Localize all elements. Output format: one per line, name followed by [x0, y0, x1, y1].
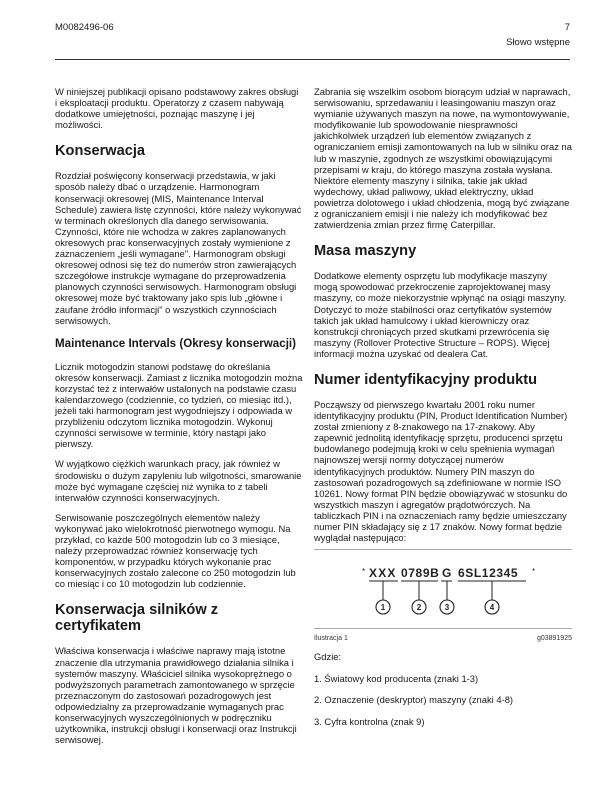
section-title: Słowo wstępne [506, 37, 570, 48]
page-number: 7 [564, 22, 570, 33]
emissions-paragraph: Zabrania się wszelkim osobom biorącym udział w naprawach, serwisowaniu, sprzedawaniu i leasingowaniu maszyn oraz wymianie używanych maszyn na nowe, na wymontowywanie, modyfikowanie lub spowodowanie niesprawności jakichkolwiek urządzeń lub elementów związanych z ograniczaniem emisji zamontowanych na lub w silniku oraz na lub w maszynie, zgodnych ze wszystkimi obowiązującymi przepisami w kraju, do którego maszyna została wysłana. Niektóre elementy maszyny i silnika, takie jak układ wydechowy, układ paliwowy, układ elektryczny, układ powietrza dolotowego i układ chłodzenia, mogą być związane z ograniczaniem emisji i nie należy ich modyfikować bez zatwierdzenia zmian przez firmę Caterpillar. [314, 86, 572, 231]
heading-maintenance-intervals: Maintenance Intervals (Okresy konserwacji) [55, 336, 296, 350]
heading-konserwacja: Konserwacja [55, 143, 146, 160]
list-item: 3. Cyfra kontrolna (znak 9) [314, 716, 425, 728]
callout-4 [485, 600, 499, 614]
pin-segment-descriptor: 0789B [401, 566, 440, 581]
left-column [55, 86, 303, 754]
pin-segment-wmi: XXX [369, 566, 397, 581]
pin-asterisk-left: * [362, 567, 366, 577]
svg-text:4: 4 [489, 603, 495, 613]
pin-diagram [314, 550, 572, 628]
figure-graphic-id: g03891925 [536, 635, 572, 643]
svg-text:3: 3 [444, 603, 450, 613]
pin-format-figure [314, 550, 572, 628]
konserwacja-paragraph: Rozdział poświęcony konserwacji przedstawia, w jaki sposób należy dbać o urządzenie. Harmonogram konserwacji okresowej (MIS, Maintenance Interval Schedule) zawiera listę czynności, które należy wykonywać w terminach określonych dla danego serwisowania. Czynności, które nie wchodza w zakres zaplanowanych okresowych prac konserwacyjnych zostały wymienione z zaznaczeniem „jeśli wymagane". Harmonogram obsługi okresowej odnosi się też do numerów stron zawierających szczegółowe instrukcje wymagane do przeprowadzenia planowych czynności serwisowych. Harmonogram obsługi okresowej może być traktowany jako spis lub „główne i zaufane źródło informacji" o wszystkich czynnościach serwisowych. [55, 170, 302, 326]
callout-1 [376, 600, 390, 614]
intro-paragraph: W niniejszej publikacji opisano podstawowy zakres obsługi i eksploatacji produktu. Operatorzy z czasem nabywają dodatkowe umiejętności, poznając maszynę i jej możliwości. [55, 86, 299, 131]
list-item: 1. Światowy kod producenta (znaki 1-3) [314, 672, 479, 684]
svg-text:2: 2 [416, 603, 422, 613]
heading-pin: Numer identyfikacyjny produktu [314, 371, 538, 388]
where-label: Gdzie: [314, 651, 342, 663]
machine-weight-paragraph: Dodatkowe elementy osprzętu lub modyfikacje maszyny mogą spowodować przekroczenie zaprojektowanej masy maszyny, co może niekorzystnie wpłynąć na osiągi maszyny. Dotyczyć to może stabilności oraz certyfikatów systemów takich jak układ hamulcowy i układ kierowniczy oraz konstrukcji chroniących przed skutkami przewrócenia się maszyny (Rollover Protective Structure – ROPS). Więcej informacji można uzyskać od dealera Cat. [314, 270, 567, 359]
pin-segment-serial: 6SL12345 [458, 566, 519, 581]
maintenance-intervals-paragraph: W wyjątkowo ciężkich warunkach pracy, jak również w środowisku o dużym zapyleniu lub wilgotności, smarowanie może być wymagane częściej niż wynika to z tabeli interwałów czynności konserwacyjnych. [55, 458, 302, 503]
heading-certified-engines: Konserwacja silników z certyfikatem [55, 602, 219, 635]
figure-label: Ilustracja 1 [314, 635, 348, 643]
maintenance-intervals-paragraph: Licznik motogodzin stanowi podstawę do określania okresów konserwacji. Zamiast z licznika motogodzin można korzystać też z interwałów ustalonych na podstawie czasu kalendarzowego (codziennie, co tydzień, co miesiąc itd.), jeżeli taki harmonogram jest wygodniejszy i odpowiada w przybliżeniu odczytom licznika motogodzin. Wykonuj czynności serwisowe w terminie, który nastąpi jako pierwszy. [55, 360, 303, 450]
document-id: M0082496-06 [55, 22, 114, 33]
pin-legend [314, 651, 572, 727]
pin-segment-check-digit: G [442, 566, 452, 581]
pin-asterisk-right: * [532, 567, 536, 577]
svg-text:1: 1 [380, 603, 386, 613]
figure-bottom-rule [314, 628, 572, 629]
maintenance-intervals-paragraph: Serwisowanie poszczególnych elementów należy wykonywać jako wielokrotność pierwotnego wymogu. Na przykład, co każde 500 motogodzin lub co 3 miesiące, należy przeprowadzać również konserwację tych komponentów, w przypadku których wykonanie prac konserwacyjnych zostało zalecone co 250 motogodzin lub co miesiąc i co 10 motogodzin lub codziennie. [55, 511, 296, 590]
figure-caption [314, 633, 572, 644]
header-divider [55, 59, 570, 60]
heading-machine-weight: Masa maszyny [314, 243, 417, 260]
callout-2 [412, 600, 426, 614]
list-item: 2. Oznaczenie (deskryptor) maszyny (znaki 4-8) [314, 694, 514, 706]
callout-3 [440, 600, 454, 614]
pin-paragraph: Począwszy od pierwszego kwartału 2001 roku numer identyfikacyjny produktu (PIN, Product Identification Number) został zmieniony z 8-znakowego na 17-znakowy. Aby zapewnić jednolitą identyfikację sprzętu, producenci sprzętu budowlanego podejmują kroki w celu spełnienia wymagań najnowszej wersji normy dotyczącej numerów identyfikacyjnych produktów. Numery PIN maszyn do zastosowań pozadrogowych są zdefiniowane w normie ISO 10261. Nowy format PIN będzie obowiązywać w stosunku do wszystkich maszyn i agregatów prądotwórczych. Na tabliczkach PIN i na oznaczeniach ramy będzie umieszczany numer PIN składający się z 17 znaków. Nowy format będzie wyglądał następująco: [314, 398, 568, 544]
right-column [314, 86, 572, 738]
certified-engines-paragraph: Właściwa konserwacja i właściwe naprawy mają istotne znaczenie dla utrzymania prawidłowego działania silnika i systemów maszyny. Właściciel silnika wysokoprężnego o podwyższonych parametrach zamontowanego w sprzęcie przeznaczonym do zastosowań pozadrogowych jest odpowiedzialny za przeprowadzanie wymaganych prac konserwacyjnych wyszczególnionych w podręczniku użytkownika, instrukcji obsługi i konserwacji oraz Instrukcji serwisowej. [55, 645, 297, 746]
